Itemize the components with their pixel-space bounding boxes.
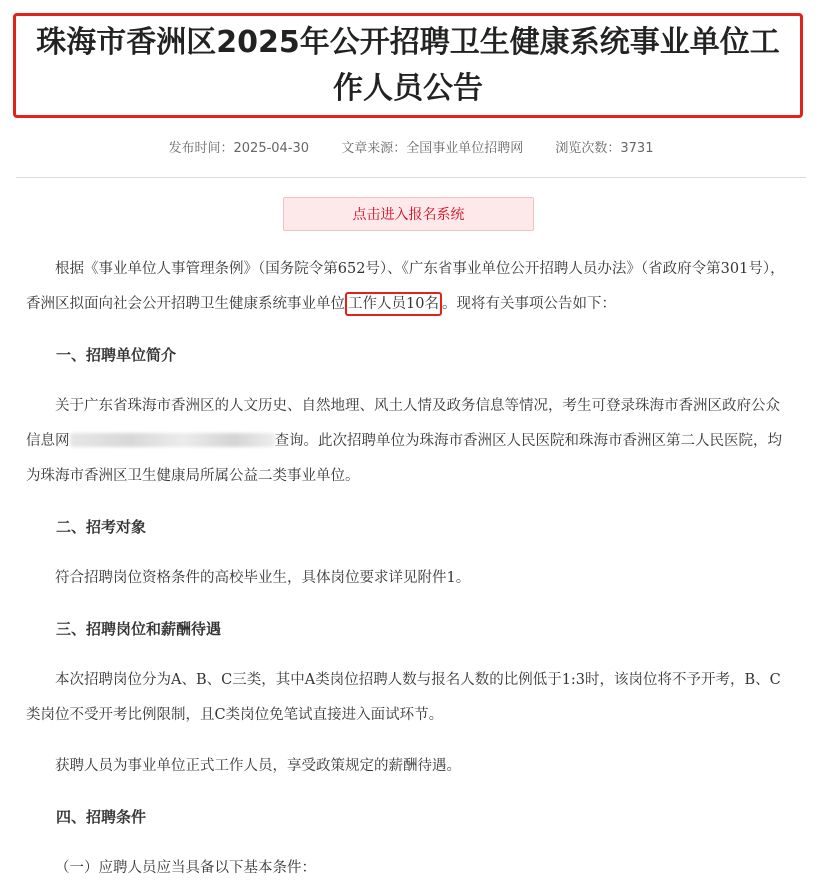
section-3-heading: 三、招聘岗位和薪酬待遇 [56, 620, 222, 638]
meta-divider [16, 177, 806, 178]
article-source: 文章来源：全国事业单位招聘网 [341, 141, 524, 156]
title-highlight-box [13, 13, 803, 118]
intro-paragraph [26, 252, 794, 322]
section-4-paragraph-1: （一）应聘人员应当具备以下基本条件： [55, 860, 316, 876]
signup-system-button[interactable]: 点击进入报名系统 [283, 197, 534, 231]
section-2-heading: 二、招考对象 [56, 518, 147, 536]
section-1-heading: 一、招聘单位简介 [56, 346, 177, 364]
article-body [26, 252, 794, 886]
recruit-count-highlight: 工作人员10名 [345, 292, 442, 316]
section-4-heading: 四、招聘条件 [56, 808, 147, 826]
section-1-paragraph [26, 389, 794, 494]
page-title: 珠海市香洲区2025年公开招聘卫生健康系统事业单位工作人员公告 [36, 24, 780, 106]
article-meta [0, 137, 822, 156]
redacted-website-link[interactable] [70, 433, 275, 447]
s1-text-a: 关于广东省珠海市香洲区的人文历史、自然地理、风土人情及政务信息等情况，考生可登录珠海市香洲区政府公众信息网 [26, 398, 780, 449]
intro-text-b: 。现将有关事项公告如下： [441, 296, 616, 312]
s1-text-b: 查询。此次招聘单位为珠海市香洲区人民医院和珠海市香洲区第二人民医院，均为珠海市香洲区卫生健康局所属公益二类事业单位。 [26, 433, 782, 484]
section-2-paragraph: 符合招聘岗位资格条件的高校毕业生，具体岗位要求详见附件1。 [55, 570, 471, 586]
section-3-paragraph-1: 本次招聘岗位分为A、B、C三类，其中A类岗位招聘人数与报名人数的比例低于1:3时，该岗位将不予开考，B、C类岗位不受开考比例限制，且C类岗位免笔试直接进入面试环节。 [26, 672, 781, 723]
intro-text-a: 根据《事业单位人事管理条例》（国务院令第652号）、《广东省事业单位公开招聘人员办法》（省政府令第301号），香洲区拟面向社会公开招聘卫生健康系统事业单位 [26, 261, 785, 312]
publish-time: 发布时间：2025-04-30 [168, 141, 310, 156]
view-count: 浏览次数：3731 [555, 141, 654, 156]
section-3-paragraph-2: 获聘人员为事业单位正式工作人员，享受政策规定的薪酬待遇。 [55, 758, 461, 774]
